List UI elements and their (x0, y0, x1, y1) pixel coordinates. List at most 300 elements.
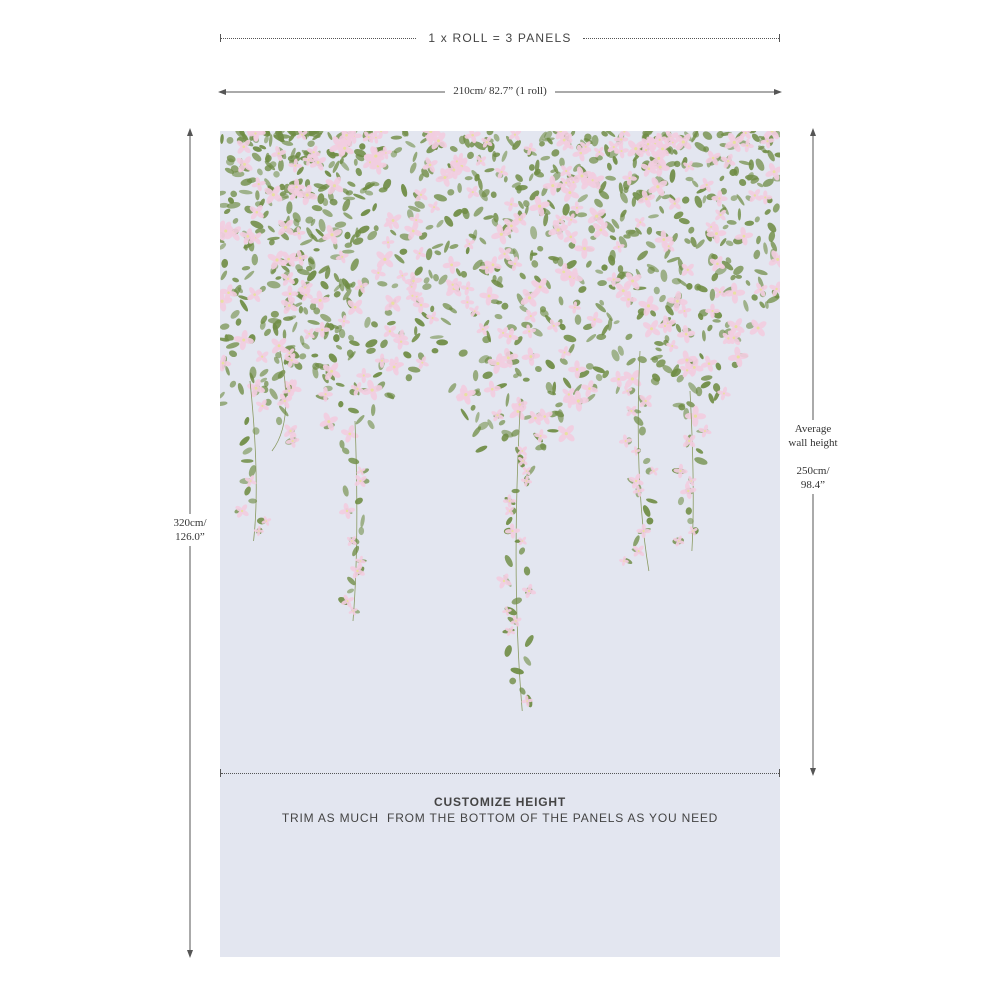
leaf-icon (550, 148, 561, 158)
leaf-icon (744, 220, 754, 226)
leaf-icon (706, 324, 713, 332)
leaf-icon (389, 229, 397, 237)
leaf-icon (252, 427, 260, 435)
leaf-icon (400, 183, 409, 197)
leaf-icon (353, 193, 367, 201)
clematis-flower-icon (340, 424, 359, 443)
leaf-icon (220, 270, 228, 281)
leaf-icon (646, 497, 659, 504)
leaf-icon (503, 554, 514, 568)
leaf-icon (719, 175, 726, 182)
leaf-icon (346, 588, 354, 595)
total-height-imperial: 126.0” (175, 531, 205, 543)
clematis-flower-icon (455, 384, 477, 406)
clematis-flower-icon (255, 349, 270, 364)
leaf-icon (658, 205, 665, 214)
leaf-icon (266, 280, 281, 289)
leaf-icon (425, 248, 433, 261)
leaf-icon (678, 217, 690, 225)
leaf-icon (518, 272, 527, 281)
leaf-icon (333, 334, 340, 342)
leaf-icon (675, 323, 683, 333)
leaf-icon (238, 298, 249, 312)
leaf-icon (470, 404, 477, 411)
leaf-icon (447, 382, 458, 394)
leaf-icon (536, 245, 544, 252)
leaf-icon (299, 238, 313, 247)
leaf-icon (738, 177, 748, 187)
leaf-icon (508, 676, 517, 685)
leaf-icon (391, 135, 403, 139)
clematis-flower-icon (375, 249, 395, 269)
leaf-icon (232, 217, 240, 225)
leaf-icon (686, 282, 693, 290)
leaf-icon (672, 278, 682, 285)
leaf-icon (319, 279, 330, 291)
leaf-icon (402, 350, 413, 360)
leaf-icon (221, 258, 229, 268)
leaf-icon (762, 242, 768, 255)
leaf-icon (698, 352, 704, 359)
leaf-icon (431, 242, 444, 250)
clematis-flower-icon (556, 424, 576, 444)
leaf-icon (754, 268, 769, 276)
leaf-icon (338, 159, 350, 172)
leaf-icon (529, 164, 535, 171)
vine-foliage (220, 131, 780, 711)
leaf-icon (669, 169, 676, 183)
leaf-icon (636, 249, 650, 262)
leaf-icon (452, 207, 464, 218)
leaf-icon (422, 276, 430, 285)
leaf-icon (430, 305, 435, 312)
clematis-flower-icon (282, 285, 299, 302)
width-label: 210cm/ 82.7” (1 roll) (0, 85, 1000, 97)
leaf-icon (251, 254, 258, 266)
leaf-icon (648, 214, 659, 219)
leaf-icon (220, 134, 224, 144)
leaf-icon (225, 341, 240, 350)
leaf-icon (232, 171, 245, 177)
leaf-icon (555, 402, 564, 408)
clematis-flower-icon (495, 573, 512, 590)
roll-panels-label: 1 x ROLL = 3 PANELS (428, 31, 572, 45)
clematis-flower-icon (580, 379, 598, 397)
leaf-icon (371, 203, 378, 212)
leaf-icon (235, 318, 242, 327)
clematis-flower-icon (521, 347, 540, 366)
leaf-icon (772, 202, 780, 213)
leaf-icon (754, 216, 761, 224)
leaf-icon (637, 355, 648, 364)
clematis-flower-icon (685, 405, 706, 426)
clematis-flower-icon (764, 162, 780, 181)
leaf-icon (225, 136, 235, 146)
leaf-icon (742, 299, 750, 312)
leaf-icon (275, 276, 282, 281)
clematis-flower-icon (534, 429, 548, 443)
leaf-icon (425, 224, 434, 230)
leaf-icon (523, 634, 535, 649)
leaf-icon (342, 211, 353, 220)
leaf-icon (232, 277, 240, 283)
leaf-icon (600, 263, 608, 271)
leaf-icon (435, 219, 445, 229)
clematis-flower-icon (383, 293, 403, 313)
clematis-flower-icon (698, 424, 712, 438)
leaf-icon (447, 188, 455, 196)
leaf-icon (413, 317, 426, 329)
leaf-icon (638, 426, 646, 436)
clematis-flower-icon (427, 200, 440, 213)
leaf-icon (575, 314, 582, 325)
leaf-icon (399, 248, 408, 256)
clematis-flower-icon (658, 315, 676, 333)
leaf-icon (347, 457, 359, 466)
leaf-icon (458, 348, 469, 358)
leaf-icon (241, 459, 254, 463)
leaf-icon (500, 150, 508, 163)
leaf-icon (522, 655, 533, 667)
leaf-icon (298, 352, 307, 360)
leaf-icon (646, 227, 652, 236)
leaf-icon (391, 282, 399, 289)
leaf-icon (701, 131, 714, 142)
leaf-icon (268, 387, 280, 401)
leaf-icon (258, 368, 269, 379)
leaf-icon (654, 340, 664, 346)
clematis-flower-icon (505, 523, 521, 539)
leaf-icon (596, 333, 607, 340)
leaf-icon (354, 167, 363, 177)
leaf-icon (735, 275, 742, 279)
leaf-icon (725, 239, 734, 247)
leaf-icon (278, 159, 284, 171)
leaf-icon (241, 265, 250, 271)
leaf-icon (256, 167, 264, 176)
leaf-icon (642, 457, 652, 466)
leaf-icon (223, 208, 231, 215)
leaf-icon (660, 269, 668, 282)
leaf-icon (229, 189, 238, 198)
clematis-flower-icon (619, 556, 629, 566)
leaf-icon (474, 411, 480, 423)
leaf-icon (597, 280, 607, 287)
leaf-icon (342, 249, 355, 253)
leaf-icon (504, 176, 508, 183)
leaf-icon (498, 419, 506, 427)
leaf-icon (434, 250, 442, 257)
leaf-icon (523, 566, 531, 576)
leaf-icon (433, 193, 448, 203)
leaf-icon (586, 363, 595, 370)
leaf-icon (321, 208, 334, 219)
clematis-flower-icon (465, 185, 480, 200)
leaf-icon (228, 380, 237, 389)
leaf-icon (764, 208, 772, 216)
leaf-icon (609, 234, 617, 241)
leaf-icon (774, 152, 780, 158)
leaf-icon (460, 408, 470, 421)
leaf-icon (239, 189, 253, 195)
leaf-icon (544, 358, 557, 371)
leaf-icon (442, 214, 455, 228)
leaf-icon (712, 319, 721, 323)
trim-right-tick (779, 769, 780, 777)
leaf-icon (492, 133, 500, 143)
leaf-icon (653, 286, 660, 294)
leaf-icon (430, 335, 444, 339)
clematis-flower-icon (233, 329, 254, 350)
clematis-vine-illustration (220, 131, 780, 957)
leaf-icon (327, 352, 339, 364)
leaf-icon (745, 279, 752, 286)
clematis-flower-icon (521, 475, 533, 487)
wall-height-metric: 250cm/ (796, 465, 830, 477)
leaf-icon (364, 337, 379, 349)
leaf-icon (754, 157, 766, 172)
leaf-icon (529, 250, 534, 262)
leaf-icon (646, 517, 653, 524)
leaf-icon (255, 190, 260, 200)
leaf-icon (700, 380, 712, 390)
leaf-icon (354, 496, 365, 506)
leaf-icon (366, 347, 377, 355)
leaf-icon (490, 191, 497, 199)
leaf-icon (591, 135, 599, 147)
clematis-flower-icon (483, 380, 501, 398)
leaf-icon (534, 365, 542, 373)
leaf-icon (693, 456, 708, 467)
leaf-icon (687, 226, 695, 235)
leaf-icon (319, 312, 333, 323)
wall-height-caption-1: Average (794, 423, 832, 435)
leaf-icon (645, 240, 657, 250)
leaf-icon (387, 320, 397, 326)
leaf-icon (220, 242, 227, 251)
leaf-icon (228, 349, 238, 358)
leaf-icon (605, 175, 617, 181)
leaf-icon (686, 517, 695, 526)
clematis-flower-icon (271, 145, 287, 161)
leaf-icon (481, 370, 493, 380)
leaf-icon (518, 686, 527, 696)
leaf-icon (618, 191, 629, 205)
leaf-icon (457, 183, 462, 193)
clematis-flower-icon (724, 282, 746, 304)
leaf-icon (613, 320, 620, 325)
leaf-icon (422, 283, 433, 291)
leaf-icon (475, 444, 489, 454)
leaf-icon (702, 330, 707, 342)
leaf-icon (291, 321, 298, 333)
leaf-icon (360, 208, 372, 218)
leaf-icon (738, 208, 741, 220)
leaf-icon (518, 546, 527, 555)
leaf-icon (373, 225, 379, 232)
leaf-icon (354, 159, 358, 166)
customize-height-instruction: TRIM AS MUCH FROM THE BOTTOM OF THE PANELS AS YOU NEED (281, 811, 719, 825)
leaf-icon (263, 135, 270, 143)
leaf-icon (370, 320, 379, 329)
leaf-icon (677, 496, 685, 506)
leaf-icon (298, 306, 303, 314)
leaf-icon (344, 231, 351, 239)
clematis-flower-icon (767, 249, 780, 270)
leaf-icon (606, 162, 612, 171)
leaf-icon (243, 485, 252, 496)
leaf-icon (625, 357, 637, 367)
leaf-icon (363, 316, 372, 328)
leaf-icon (465, 247, 470, 255)
leaf-icon (366, 419, 376, 431)
leaf-icon (595, 373, 604, 383)
leaf-icon (505, 393, 510, 407)
wall-height-label (780, 420, 846, 494)
leaf-icon (270, 310, 279, 318)
clematis-flower-icon (504, 197, 519, 212)
clematis-flower-icon (574, 238, 595, 259)
leaf-icon (585, 260, 593, 269)
leaf-icon (768, 231, 776, 243)
leaf-icon (440, 317, 452, 327)
leaf-icon (311, 204, 323, 212)
clematis-flower-icon (558, 345, 572, 359)
leaf-icon (237, 382, 246, 395)
leaf-icon (338, 401, 344, 408)
leaf-icon (432, 348, 439, 353)
clematis-flower-icon (460, 281, 475, 296)
leaf-icon (658, 294, 667, 304)
leaf-icon (562, 376, 573, 389)
leaf-icon (735, 193, 745, 206)
leaf-icon (695, 447, 704, 455)
leaf-icon (750, 293, 759, 302)
total-height-label (160, 514, 220, 546)
leaf-icon (405, 374, 412, 382)
leaf-icon (349, 257, 361, 272)
leaf-icon (342, 485, 350, 497)
leaf-icon (286, 201, 293, 214)
leaf-icon (360, 514, 366, 528)
leaf-icon (276, 416, 283, 425)
clematis-flower-icon (382, 236, 395, 249)
leaf-icon (693, 195, 704, 209)
leaf-icon (685, 507, 692, 515)
leaf-icon (472, 205, 485, 218)
wall-height-imperial: 98.4” (800, 479, 826, 491)
clematis-flower-icon (239, 227, 257, 245)
leaf-icon (558, 296, 564, 306)
leaf-icon (726, 219, 737, 225)
leaf-icon (592, 197, 604, 209)
leaf-icon (243, 416, 250, 425)
leaf-icon (632, 534, 641, 547)
leaf-icon (241, 446, 253, 456)
leaf-icon (335, 382, 345, 388)
leaf-icon (436, 339, 448, 345)
leaf-icon (485, 131, 495, 137)
clematis-flower-icon (503, 494, 516, 507)
leaf-icon (335, 344, 343, 351)
leaf-icon (528, 173, 534, 182)
leaf-icon (449, 145, 459, 153)
leaf-icon (351, 545, 361, 558)
leaf-icon (511, 489, 519, 493)
leaf-icon (700, 374, 712, 381)
leaf-icon (334, 221, 346, 229)
wall-height-caption-2: wall height (788, 437, 838, 449)
leaf-icon (371, 404, 376, 416)
clematis-flower-icon (338, 502, 355, 519)
leaf-icon (263, 327, 273, 337)
leaf-icon (449, 243, 459, 250)
leaf-icon (514, 173, 525, 184)
leaf-icon (547, 429, 559, 433)
leaf-icon (307, 319, 320, 326)
leaf-icon (412, 151, 419, 162)
leaf-icon (655, 347, 662, 352)
leaf-icon (702, 195, 707, 204)
leaf-icon (379, 338, 390, 349)
leaf-icon (238, 435, 251, 448)
leaf-icon (326, 131, 333, 140)
leaf-icon (355, 414, 366, 425)
clematis-flower-icon (292, 227, 306, 241)
leaf-icon (346, 180, 356, 188)
leaf-icon (359, 527, 365, 535)
leaf-icon (311, 353, 318, 357)
leaf-icon (250, 367, 257, 379)
total-height-metric: 320cm/ (173, 517, 207, 529)
clematis-flower-icon (412, 246, 426, 260)
customize-height-title: CUSTOMIZE HEIGHT (434, 795, 566, 809)
leaf-icon (585, 333, 597, 344)
clematis-flower-icon (631, 446, 641, 456)
leaf-icon (313, 248, 319, 251)
leaf-icon (510, 666, 525, 675)
leaf-icon (722, 224, 729, 230)
leaf-icon (267, 225, 276, 234)
clematis-flower-icon (634, 216, 647, 229)
leaf-icon (563, 333, 578, 343)
leaf-icon (226, 201, 241, 210)
leaf-icon (404, 140, 416, 149)
leaf-icon (577, 285, 588, 295)
clematis-flower-icon (642, 319, 662, 339)
clematis-flower-icon (619, 434, 633, 448)
leaf-icon (473, 370, 479, 381)
leaf-icon (220, 391, 226, 400)
leaf-icon (529, 226, 538, 240)
leaf-icon (377, 281, 388, 288)
leaf-icon (409, 161, 418, 174)
clematis-flower-icon (727, 346, 749, 367)
leaf-icon (455, 268, 462, 277)
clematis-flower-icon (346, 298, 364, 316)
leaf-icon (494, 313, 503, 320)
leaf-icon (624, 332, 633, 341)
leaf-icon (540, 155, 551, 161)
leaf-icon (220, 401, 228, 407)
leaf-icon (503, 644, 513, 657)
leaf-icon (347, 407, 359, 415)
leaf-icon (709, 289, 715, 301)
leaf-icon (523, 378, 530, 382)
leaf-icon (478, 236, 487, 245)
leaf-icon (324, 169, 333, 178)
clematis-flower-icon (375, 353, 390, 368)
